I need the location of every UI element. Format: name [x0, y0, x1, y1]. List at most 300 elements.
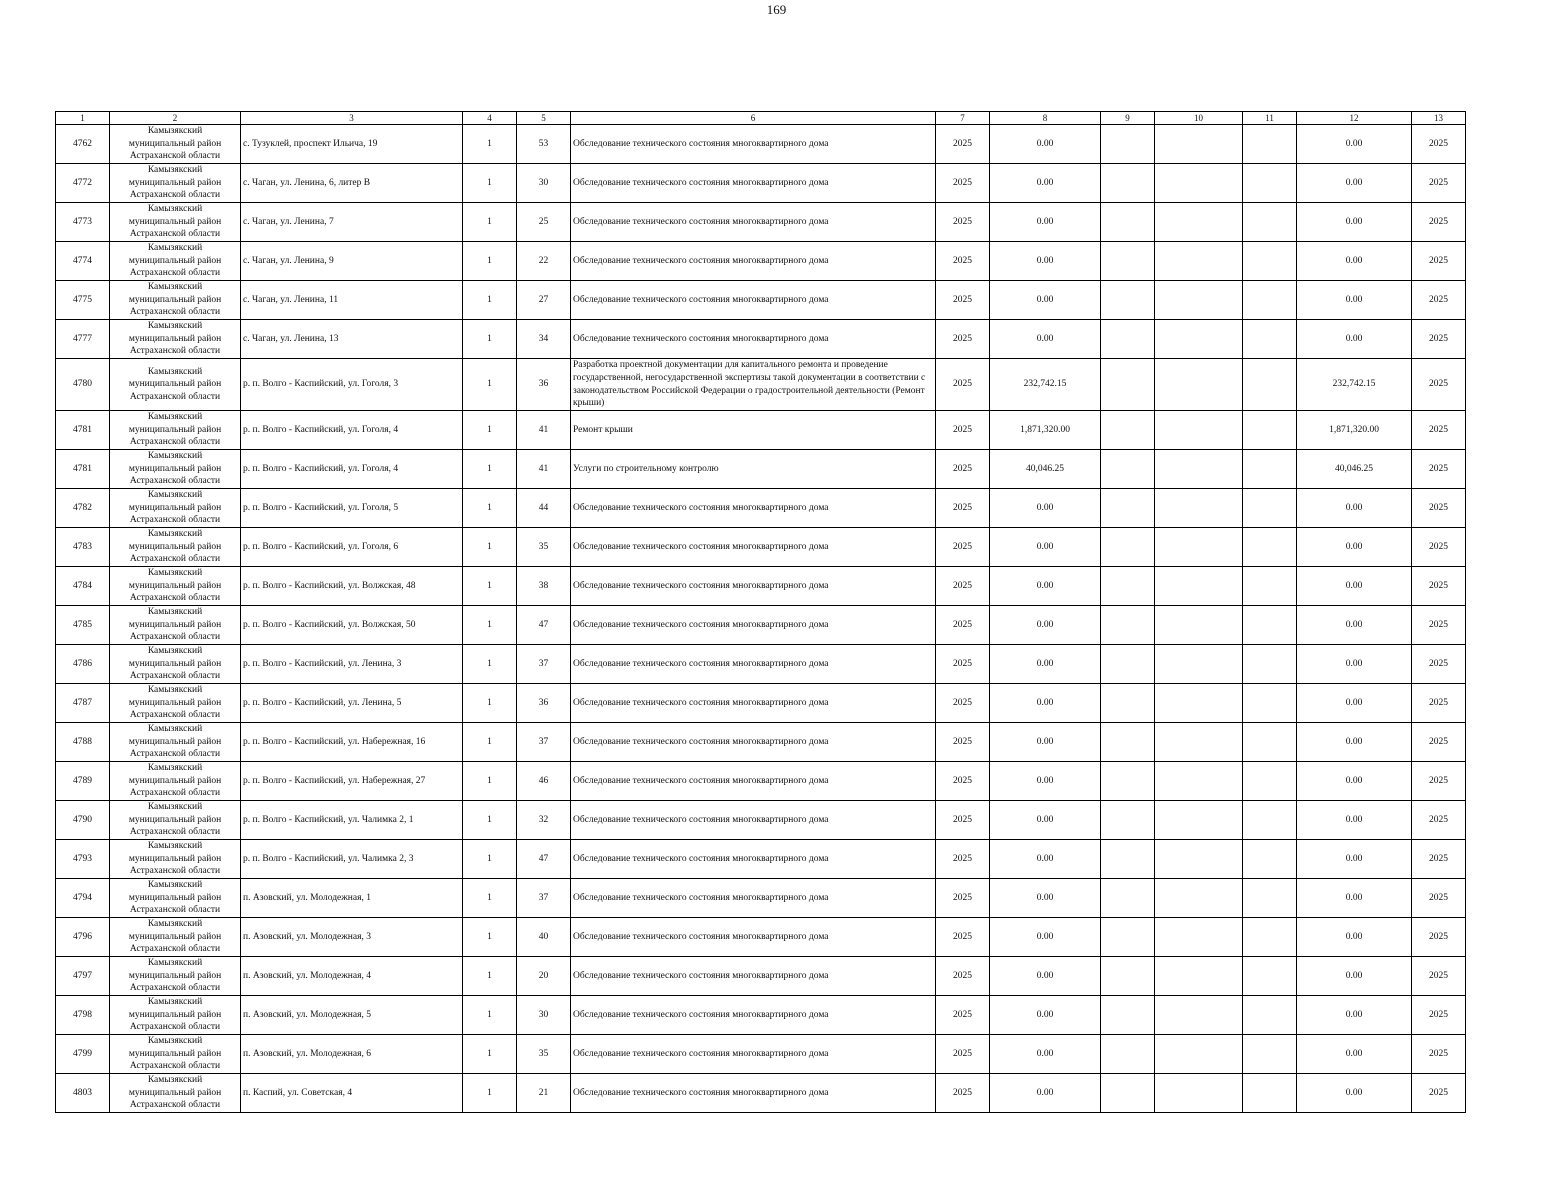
column-10-cell: [1155, 801, 1243, 840]
work-type-cell: Обследование технического состояния многоквартирного дома: [571, 203, 936, 242]
house-id-cell: 4786: [56, 645, 110, 684]
municipality-line: Камызякский: [147, 685, 203, 696]
work-type-cell: Обследование технического состояния многоквартирного дома: [571, 489, 936, 528]
year-cell: 2025: [936, 359, 990, 411]
address-cell: р. п. Волго - Каспийский, ул. Волжская, 50: [241, 606, 463, 645]
completion-year-cell: 2025: [1412, 281, 1466, 320]
column-10-cell: [1155, 762, 1243, 801]
municipality-line: Астраханской области: [129, 1100, 221, 1111]
column-4-cell: 1: [463, 801, 517, 840]
table-row: [56, 606, 1466, 645]
cost-cell: 0.00: [990, 840, 1101, 879]
municipality-line: Астраханской области: [129, 229, 221, 240]
column-10-cell: [1155, 489, 1243, 528]
column-5-cell: 36: [517, 684, 571, 723]
column-4-cell: 1: [463, 723, 517, 762]
cost-cell: 0.00: [990, 801, 1101, 840]
house-id-cell: 4803: [56, 1074, 110, 1113]
column-4-cell: 1: [463, 918, 517, 957]
cost-cell: 0.00: [990, 957, 1101, 996]
column-10-cell: [1155, 411, 1243, 450]
column-9-cell: [1101, 164, 1155, 203]
cost-cell: 0.00: [990, 203, 1101, 242]
column-10-cell: [1155, 164, 1243, 203]
work-type-cell: Обследование технического состояния многоквартирного дома: [571, 606, 936, 645]
municipality-line: Камызякский: [147, 646, 203, 657]
column-9-cell: [1101, 762, 1155, 801]
completion-year-cell: 2025: [1412, 567, 1466, 606]
column-9-cell: [1101, 450, 1155, 489]
house-id-cell: 4772: [56, 164, 110, 203]
column-4-cell: 1: [463, 762, 517, 801]
municipality-line: Камызякский: [147, 282, 203, 293]
house-id-cell: 4780: [56, 359, 110, 411]
column-5-cell: 27: [517, 281, 571, 320]
completion-year-cell: 2025: [1412, 1074, 1466, 1113]
work-type-cell: Обследование технического состояния многоквартирного дома: [571, 164, 936, 203]
column-4-cell: 1: [463, 528, 517, 567]
address-cell: п. Каспий, ул. Советская, 4: [241, 1074, 463, 1113]
column-4-cell: 1: [463, 450, 517, 489]
column-5-cell: 38: [517, 567, 571, 606]
table-row: [56, 957, 1466, 996]
total-cost-cell: 0.00: [1297, 489, 1412, 528]
house-id-cell: 4793: [56, 840, 110, 879]
house-id-cell: 4790: [56, 801, 110, 840]
column-header: 7: [936, 112, 990, 125]
completion-year-cell: 2025: [1412, 723, 1466, 762]
cost-cell: 232,742.15: [990, 359, 1101, 411]
address-cell: р. п. Волго - Каспийский, ул. Чалимка 2, 1: [241, 801, 463, 840]
municipality-cell: [110, 879, 241, 918]
column-9-cell: [1101, 840, 1155, 879]
cost-cell: 0.00: [990, 528, 1101, 567]
total-cost-cell: 40,046.25: [1297, 450, 1412, 489]
municipality-line: муниципальный район: [128, 1048, 222, 1059]
column-4-cell: 1: [463, 606, 517, 645]
column-header: 12: [1297, 112, 1412, 125]
column-5-cell: 22: [517, 242, 571, 281]
municipality-line: муниципальный район: [128, 333, 222, 344]
cost-cell: 0.00: [990, 684, 1101, 723]
house-id-cell: 4774: [56, 242, 110, 281]
year-cell: 2025: [936, 242, 990, 281]
address-cell: с. Чаган, ул. Ленина, 11: [241, 281, 463, 320]
column-5-cell: 30: [517, 996, 571, 1035]
address-cell: р. п. Волго - Каспийский, ул. Волжская, 48: [241, 567, 463, 606]
completion-year-cell: 2025: [1412, 528, 1466, 567]
completion-year-cell: 2025: [1412, 645, 1466, 684]
completion-year-cell: 2025: [1412, 411, 1466, 450]
work-type-cell: Обследование технического состояния многоквартирного дома: [571, 320, 936, 359]
house-id-cell: 4798: [56, 996, 110, 1035]
municipality-line: муниципальный район: [128, 424, 222, 435]
column-header: 2: [110, 112, 241, 125]
table-row: [56, 203, 1466, 242]
municipality-cell: [110, 125, 241, 164]
municipality-line: муниципальный район: [128, 736, 222, 747]
municipality-line: муниципальный район: [128, 970, 222, 981]
municipality-cell: [110, 164, 241, 203]
table-row: [56, 320, 1466, 359]
completion-year-cell: 2025: [1412, 125, 1466, 164]
cost-cell: 0.00: [990, 996, 1101, 1035]
cost-cell: 0.00: [990, 723, 1101, 762]
total-cost-cell: 0.00: [1297, 528, 1412, 567]
municipality-cell: [110, 645, 241, 684]
municipality-cell: [110, 242, 241, 281]
year-cell: 2025: [936, 957, 990, 996]
municipality-line: муниципальный район: [128, 255, 222, 266]
municipality-line: Астраханской области: [129, 905, 221, 916]
column-9-cell: [1101, 125, 1155, 164]
municipality-line: Камызякский: [147, 841, 203, 852]
completion-year-cell: 2025: [1412, 203, 1466, 242]
cost-cell: 0.00: [990, 281, 1101, 320]
completion-year-cell: 2025: [1412, 606, 1466, 645]
year-cell: 2025: [936, 1074, 990, 1113]
municipality-line: муниципальный район: [128, 814, 222, 825]
completion-year-cell: 2025: [1412, 489, 1466, 528]
municipality-cell: [110, 957, 241, 996]
column-9-cell: [1101, 320, 1155, 359]
column-11-cell: [1243, 645, 1297, 684]
total-cost-cell: 0.00: [1297, 242, 1412, 281]
address-cell: с. Тузуклей, проспект Ильича, 19: [241, 125, 463, 164]
table-row: [56, 801, 1466, 840]
table-row: [56, 450, 1466, 489]
table-row: [56, 411, 1466, 450]
cost-cell: 40,046.25: [990, 450, 1101, 489]
column-10-cell: [1155, 1074, 1243, 1113]
table-row: [56, 359, 1466, 411]
column-11-cell: [1243, 450, 1297, 489]
municipality-line: муниципальный район: [128, 138, 222, 149]
column-10-cell: [1155, 450, 1243, 489]
municipality-line: Астраханской области: [129, 515, 221, 526]
municipality-line: Камызякский: [147, 568, 203, 579]
column-9-cell: [1101, 1074, 1155, 1113]
municipality-line: муниципальный район: [128, 216, 222, 227]
column-header: 3: [241, 112, 463, 125]
municipality-line: Камызякский: [147, 165, 203, 176]
column-10-cell: [1155, 606, 1243, 645]
column-5-cell: 41: [517, 450, 571, 489]
column-9-cell: [1101, 645, 1155, 684]
municipality-line: муниципальный район: [128, 502, 222, 513]
total-cost-cell: 0.00: [1297, 762, 1412, 801]
work-type-cell: Ремонт крыши: [571, 411, 936, 450]
table-row: [56, 489, 1466, 528]
total-cost-cell: 0.00: [1297, 801, 1412, 840]
table-row: [56, 918, 1466, 957]
municipality-line: Камызякский: [147, 126, 203, 137]
municipality-line: Камызякский: [147, 1036, 203, 1047]
address-cell: п. Азовский, ул. Молодежная, 6: [241, 1035, 463, 1074]
column-9-cell: [1101, 996, 1155, 1035]
column-5-cell: 35: [517, 1035, 571, 1074]
municipality-line: Камызякский: [147, 490, 203, 501]
house-id-cell: 4773: [56, 203, 110, 242]
cost-cell: 0.00: [990, 918, 1101, 957]
table-row: [56, 567, 1466, 606]
municipality-cell: [110, 450, 241, 489]
work-type-cell: Обследование технического состояния многоквартирного дома: [571, 840, 936, 879]
total-cost-cell: 0.00: [1297, 918, 1412, 957]
column-5-cell: 41: [517, 411, 571, 450]
work-type-cell: Разработка проектной документации для капитального ремонта и проведение государственной, негосударственной экспертизы такой документации в соответствии с законодательством Российской Федерации о градостроительной деятельности (Ремонт крыши): [571, 359, 936, 411]
municipality-line: муниципальный район: [128, 931, 222, 942]
address-cell: р. п. Волго - Каспийский, ул. Ленина, 3: [241, 645, 463, 684]
column-10-cell: [1155, 567, 1243, 606]
municipality-line: Астраханской области: [129, 866, 221, 877]
table-row: [56, 528, 1466, 567]
column-5-cell: 32: [517, 801, 571, 840]
completion-year-cell: 2025: [1412, 801, 1466, 840]
municipality-line: Камызякский: [147, 802, 203, 813]
column-5-cell: 37: [517, 645, 571, 684]
completion-year-cell: 2025: [1412, 918, 1466, 957]
column-5-cell: 20: [517, 957, 571, 996]
house-id-cell: 4762: [56, 125, 110, 164]
municipality-cell: [110, 281, 241, 320]
address-cell: р. п. Волго - Каспийский, ул. Гоголя, 4: [241, 411, 463, 450]
column-header: 13: [1412, 112, 1466, 125]
total-cost-cell: 0.00: [1297, 606, 1412, 645]
address-cell: р. п. Волго - Каспийский, ул. Набережная, 16: [241, 723, 463, 762]
address-cell: п. Азовский, ул. Молодежная, 3: [241, 918, 463, 957]
total-cost-cell: 0.00: [1297, 684, 1412, 723]
completion-year-cell: 2025: [1412, 840, 1466, 879]
address-cell: р. п. Волго - Каспийский, ул. Гоголя, 4: [241, 450, 463, 489]
table-row: [56, 723, 1466, 762]
address-cell: п. Азовский, ул. Молодежная, 5: [241, 996, 463, 1035]
work-type-cell: Обследование технического состояния многоквартирного дома: [571, 1074, 936, 1113]
completion-year-cell: 2025: [1412, 957, 1466, 996]
address-cell: р. п. Волго - Каспийский, ул. Гоголя, 3: [241, 359, 463, 411]
column-9-cell: [1101, 1035, 1155, 1074]
municipality-line: Астраханской области: [129, 554, 221, 565]
municipality-line: Астраханской области: [129, 788, 221, 799]
year-cell: 2025: [936, 411, 990, 450]
municipality-line: муниципальный район: [128, 892, 222, 903]
cost-cell: 0.00: [990, 762, 1101, 801]
address-cell: р. п. Волго - Каспийский, ул. Гоголя, 5: [241, 489, 463, 528]
table-row: [56, 840, 1466, 879]
year-cell: 2025: [936, 723, 990, 762]
municipality-cell: [110, 762, 241, 801]
column-4-cell: 1: [463, 320, 517, 359]
total-cost-cell: 0.00: [1297, 567, 1412, 606]
municipality-cell: [110, 801, 241, 840]
total-cost-cell: 0.00: [1297, 996, 1412, 1035]
municipality-line: Камызякский: [147, 412, 203, 423]
column-11-cell: [1243, 762, 1297, 801]
column-header: 8: [990, 112, 1101, 125]
work-type-cell: Обследование технического состояния многоквартирного дома: [571, 996, 936, 1035]
year-cell: 2025: [936, 606, 990, 645]
total-cost-cell: 0.00: [1297, 957, 1412, 996]
column-11-cell: [1243, 242, 1297, 281]
column-header: 9: [1101, 112, 1155, 125]
column-9-cell: [1101, 567, 1155, 606]
municipality-line: Астраханской области: [129, 710, 221, 721]
municipality-line: Астраханской области: [129, 593, 221, 604]
municipality-line: Астраханской области: [129, 944, 221, 955]
table-row: [56, 125, 1466, 164]
column-5-cell: 21: [517, 1074, 571, 1113]
column-10-cell: [1155, 879, 1243, 918]
year-cell: 2025: [936, 125, 990, 164]
column-9-cell: [1101, 606, 1155, 645]
house-id-cell: 4782: [56, 489, 110, 528]
column-11-cell: [1243, 957, 1297, 996]
column-header: 11: [1243, 112, 1297, 125]
municipality-line: Камызякский: [147, 958, 203, 969]
municipality-cell: [110, 489, 241, 528]
column-5-cell: 35: [517, 528, 571, 567]
municipality-line: Астраханской области: [129, 391, 221, 402]
year-cell: 2025: [936, 489, 990, 528]
column-11-cell: [1243, 1074, 1297, 1113]
work-type-cell: Обследование технического состояния многоквартирного дома: [571, 918, 936, 957]
total-cost-cell: 1,871,320.00: [1297, 411, 1412, 450]
column-10-cell: [1155, 684, 1243, 723]
column-10-cell: [1155, 203, 1243, 242]
municipality-line: муниципальный район: [128, 463, 222, 474]
column-10-cell: [1155, 125, 1243, 164]
municipality-line: Камызякский: [147, 607, 203, 618]
column-9-cell: [1101, 281, 1155, 320]
column-11-cell: [1243, 281, 1297, 320]
house-id-cell: 4789: [56, 762, 110, 801]
total-cost-cell: 0.00: [1297, 203, 1412, 242]
year-cell: 2025: [936, 281, 990, 320]
column-9-cell: [1101, 879, 1155, 918]
year-cell: 2025: [936, 840, 990, 879]
column-9-cell: [1101, 203, 1155, 242]
column-11-cell: [1243, 801, 1297, 840]
year-cell: 2025: [936, 996, 990, 1035]
municipality-line: муниципальный район: [128, 541, 222, 552]
year-cell: 2025: [936, 450, 990, 489]
column-header: 6: [571, 112, 936, 125]
house-id-cell: 4777: [56, 320, 110, 359]
completion-year-cell: 2025: [1412, 879, 1466, 918]
column-11-cell: [1243, 489, 1297, 528]
column-4-cell: 1: [463, 567, 517, 606]
municipality-line: муниципальный район: [128, 1009, 222, 1020]
municipality-cell: [110, 1074, 241, 1113]
column-4-cell: 1: [463, 1074, 517, 1113]
municipality-line: Камызякский: [147, 724, 203, 735]
column-9-cell: [1101, 242, 1155, 281]
municipality-line: Астраханской области: [129, 346, 221, 357]
cost-cell: 1,871,320.00: [990, 411, 1101, 450]
column-4-cell: 1: [463, 1035, 517, 1074]
column-5-cell: 47: [517, 606, 571, 645]
municipality-line: муниципальный район: [128, 619, 222, 630]
municipality-line: муниципальный район: [128, 580, 222, 591]
municipality-cell: [110, 203, 241, 242]
municipality-cell: [110, 359, 241, 411]
completion-year-cell: 2025: [1412, 996, 1466, 1035]
column-10-cell: [1155, 996, 1243, 1035]
column-9-cell: [1101, 528, 1155, 567]
address-cell: р. п. Волго - Каспийский, ул. Гоголя, 6: [241, 528, 463, 567]
column-4-cell: 1: [463, 879, 517, 918]
column-11-cell: [1243, 840, 1297, 879]
municipality-line: Астраханской области: [129, 827, 221, 838]
municipality-cell: [110, 996, 241, 1035]
year-cell: 2025: [936, 203, 990, 242]
column-4-cell: 1: [463, 645, 517, 684]
column-11-cell: [1243, 1035, 1297, 1074]
work-type-cell: Обследование технического состояния многоквартирного дома: [571, 723, 936, 762]
address-cell: р. п. Волго - Каспийский, ул. Набережная, 27: [241, 762, 463, 801]
house-id-cell: 4794: [56, 879, 110, 918]
column-4-cell: 1: [463, 684, 517, 723]
column-11-cell: [1243, 411, 1297, 450]
work-type-cell: Обследование технического состояния многоквартирного дома: [571, 567, 936, 606]
year-cell: 2025: [936, 879, 990, 918]
address-cell: с. Чаган, ул. Ленина, 7: [241, 203, 463, 242]
column-9-cell: [1101, 684, 1155, 723]
column-5-cell: 36: [517, 359, 571, 411]
municipality-line: муниципальный район: [128, 853, 222, 864]
column-10-cell: [1155, 320, 1243, 359]
cost-cell: 0.00: [990, 489, 1101, 528]
work-type-cell: Обследование технического состояния многоквартирного дома: [571, 957, 936, 996]
municipality-cell: [110, 840, 241, 879]
municipality-line: Астраханской области: [129, 983, 221, 994]
municipality-line: муниципальный район: [128, 294, 222, 305]
work-type-cell: Услуги по строительному контролю: [571, 450, 936, 489]
column-5-cell: 37: [517, 879, 571, 918]
column-5-cell: 25: [517, 203, 571, 242]
year-cell: 2025: [936, 320, 990, 359]
table-row: [56, 164, 1466, 203]
completion-year-cell: 2025: [1412, 359, 1466, 411]
municipality-line: Астраханской области: [129, 437, 221, 448]
completion-year-cell: 2025: [1412, 164, 1466, 203]
address-cell: с. Чаган, ул. Ленина, 6, литер В: [241, 164, 463, 203]
total-cost-cell: 0.00: [1297, 281, 1412, 320]
municipality-line: Астраханской области: [129, 307, 221, 318]
table-row: [56, 762, 1466, 801]
table-row: [56, 645, 1466, 684]
column-11-cell: [1243, 996, 1297, 1035]
column-5-cell: 30: [517, 164, 571, 203]
column-11-cell: [1243, 359, 1297, 411]
year-cell: 2025: [936, 801, 990, 840]
municipality-cell: [110, 606, 241, 645]
house-id-cell: 4781: [56, 450, 110, 489]
municipality-line: Астраханской области: [129, 151, 221, 162]
municipality-line: муниципальный район: [128, 775, 222, 786]
work-type-cell: Обследование технического состояния многоквартирного дома: [571, 801, 936, 840]
work-type-cell: Обследование технического состояния многоквартирного дома: [571, 528, 936, 567]
column-11-cell: [1243, 320, 1297, 359]
column-4-cell: 1: [463, 359, 517, 411]
year-cell: 2025: [936, 762, 990, 801]
cost-cell: 0.00: [990, 320, 1101, 359]
column-11-cell: [1243, 606, 1297, 645]
completion-year-cell: 2025: [1412, 762, 1466, 801]
house-id-cell: 4781: [56, 411, 110, 450]
municipality-cell: [110, 684, 241, 723]
cost-cell: 0.00: [990, 879, 1101, 918]
